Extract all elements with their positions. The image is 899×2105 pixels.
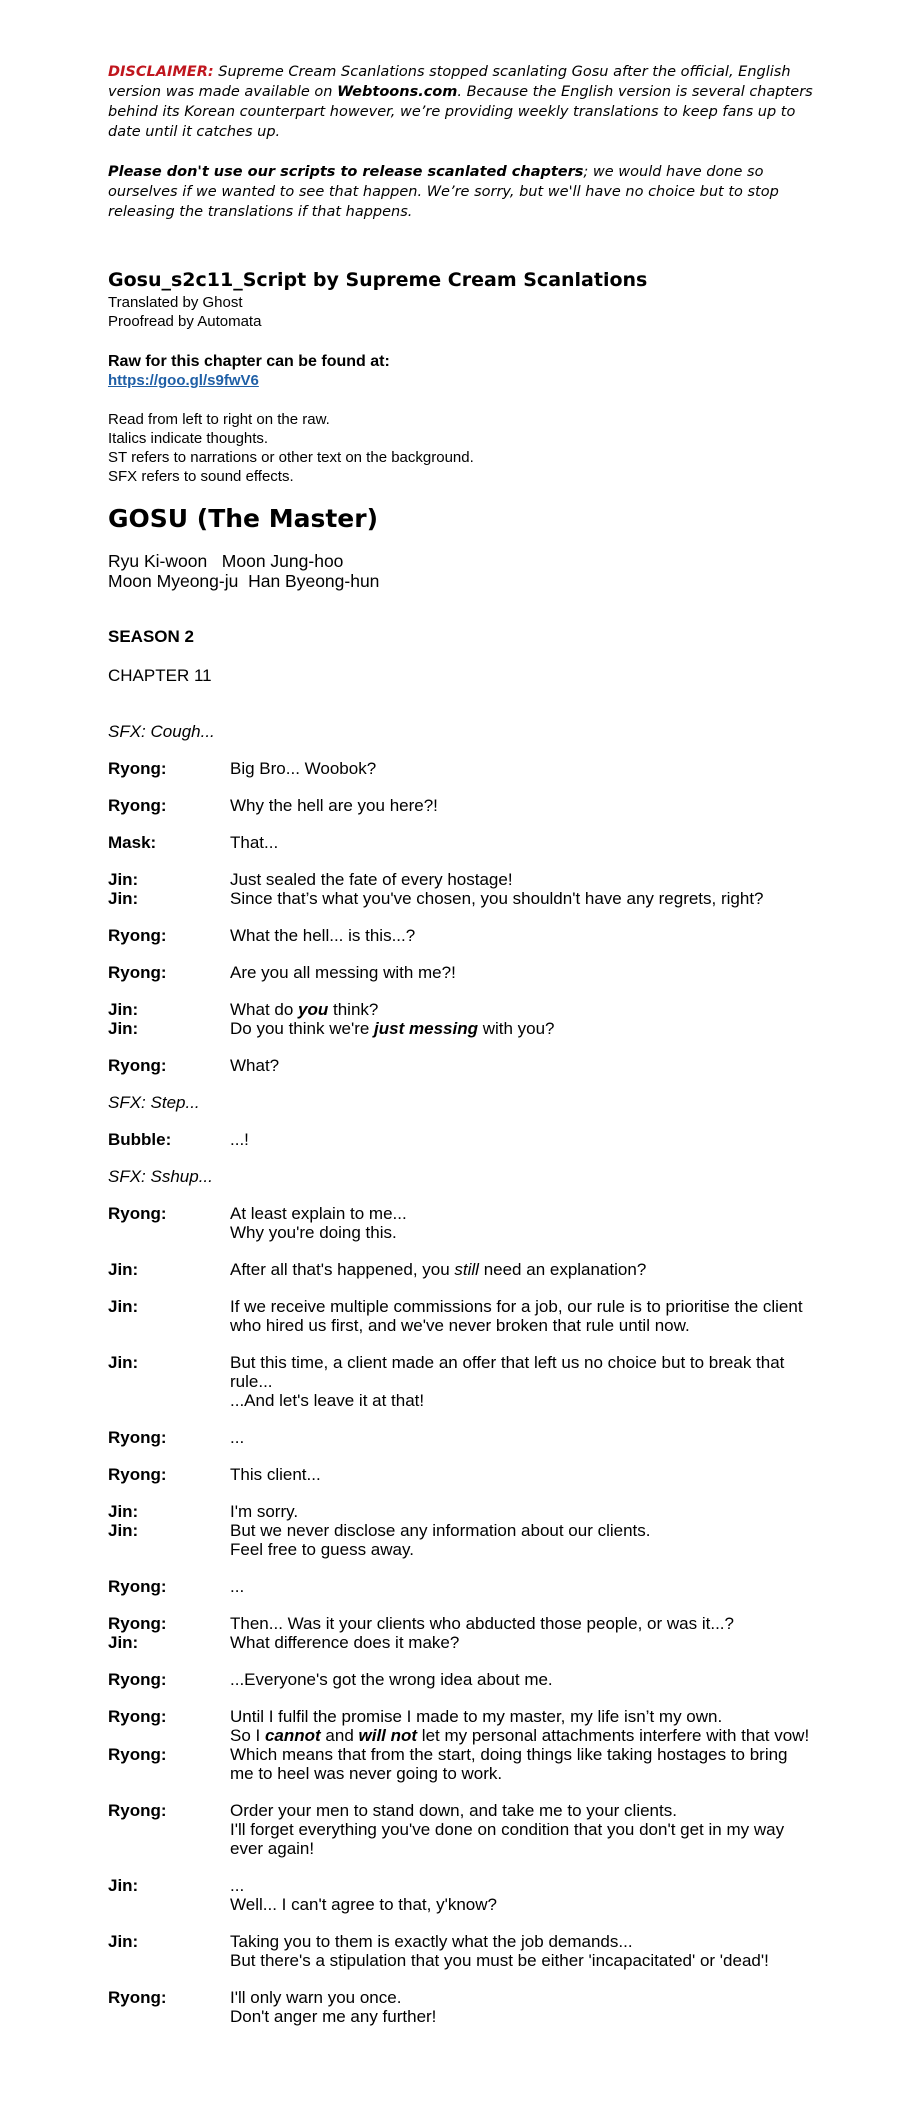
dialogue-text: But this time, a client made an offer that left us no choice but to break that rule... — [230, 1353, 785, 1391]
dialogue-block — [108, 796, 813, 815]
speaker-name: Jin: — [108, 889, 139, 908]
cast-line: Moon Myeong-ju Han Byeong-hun — [108, 571, 380, 591]
dialogue-line — [108, 889, 813, 908]
speaker-name — [108, 1895, 230, 1914]
dialogue-block — [108, 1428, 813, 1447]
dialogue-line — [108, 1707, 813, 1726]
sfx-block — [108, 722, 813, 741]
speaker-name: Ryong: — [108, 926, 167, 945]
dialogue-line — [108, 759, 813, 778]
cast-list — [108, 551, 813, 591]
speaker-name — [108, 1820, 230, 1858]
speaker-name — [108, 1540, 230, 1559]
dialogue-line — [108, 1670, 813, 1689]
dialogue-line — [108, 1000, 813, 1019]
dialogue-text: ... — [230, 1428, 245, 1447]
speaker-name — [108, 1391, 230, 1410]
dialogue-line — [108, 926, 813, 945]
speaker-name: Jin: — [108, 1260, 139, 1279]
raw-link[interactable]: https://goo.gl/s9fwV6 — [108, 372, 259, 389]
disclaimer-warning-paragraph — [108, 162, 813, 222]
script-title: Gosu_s2c11_Script by Supreme Cream Scanlations — [108, 269, 648, 291]
dialogue-block — [108, 1614, 813, 1652]
dialogue-block — [108, 1056, 813, 1075]
dialogue-text: I'll forget everything you've done on condition that you don't get in my way ever again! — [230, 1820, 785, 1858]
dialogue-text: Order your men to stand down, and take me to your clients. — [230, 1801, 677, 1820]
speaker-name — [108, 1726, 230, 1745]
speaker-name: Jin: — [108, 1000, 139, 1019]
dialogue-text: So I cannot and will not let my personal attachments interfere with that vow! — [230, 1726, 810, 1745]
speaker-name: Jin: — [108, 1876, 139, 1895]
dialogue-block — [108, 1932, 813, 1970]
reading-notes — [108, 410, 813, 486]
speaker-name: Ryong: — [108, 1988, 167, 2007]
disclaimer-site: Webtoons.com — [337, 84, 458, 100]
dialogue-block — [108, 1465, 813, 1484]
speaker-name: Ryong: — [108, 1204, 167, 1223]
dialogue-block — [108, 1670, 813, 1689]
series-title: GOSU (The Master) — [108, 504, 379, 533]
dialogue-block — [108, 1204, 813, 1242]
dialogue-block — [108, 870, 813, 908]
dialogue-line — [108, 1502, 813, 1521]
chapter-heading: CHAPTER 11 — [108, 666, 212, 685]
dialogue-line — [108, 1801, 813, 1820]
dialogue-text: ...! — [230, 1130, 249, 1149]
dialogue-line — [108, 1297, 813, 1335]
dialogue-text: This client... — [230, 1465, 321, 1484]
speaker-name: Ryong: — [108, 1577, 167, 1596]
speaker-name: Jin: — [108, 1521, 139, 1540]
dialogue-line — [108, 870, 813, 889]
proofreader-credit: Proofread by Automata — [108, 313, 262, 330]
speaker-name: Jin: — [108, 1502, 139, 1521]
note-line: Italics indicate thoughts. — [108, 430, 269, 447]
dialogue-block — [108, 926, 813, 945]
dialogue-text: What? — [230, 1056, 280, 1075]
disclaimer-text-2: . Because the English version is several chapters behind its Korean counterpart however, we’re providing weekly translations to keep fans up to date until it catches up. — [108, 84, 813, 140]
dialogue-line — [108, 796, 813, 815]
dialogue-text: Big Bro... Woobok? — [230, 759, 377, 778]
document-page — [108, 62, 813, 2044]
dialogue-text: Don't anger me any further! — [230, 2007, 437, 2026]
dialogue-text: After all that's happened, you still need an explanation? — [230, 1260, 647, 1279]
dialogue-block — [108, 1297, 813, 1335]
dialogue-line — [108, 1633, 813, 1652]
dialogue-text: Why you're doing this. — [230, 1223, 397, 1242]
dialogue-block — [108, 759, 813, 778]
dialogue-line — [108, 1726, 813, 1745]
speaker-name: Jin: — [108, 870, 139, 889]
dialogue-text: Are you all messing with me?! — [230, 963, 456, 982]
speaker-name: Ryong: — [108, 1707, 167, 1726]
speaker-name: Jin: — [108, 1297, 139, 1316]
dialogue-line — [108, 963, 813, 982]
season-heading: SEASON 2 — [108, 627, 194, 646]
dialogue-block — [108, 963, 813, 982]
speaker-name: Jin: — [108, 1633, 139, 1652]
emphasis: cannot — [264, 1726, 321, 1745]
dialogue-text: ... — [230, 1876, 245, 1895]
dialogue-line — [108, 1019, 813, 1038]
dialogue-line — [108, 1540, 813, 1559]
sfx-line: SFX: Sshup... — [108, 1167, 213, 1186]
dialogue-line — [108, 1391, 813, 1410]
dialogue-block — [108, 1130, 813, 1149]
dialogue-block — [108, 1000, 813, 1038]
dialogue-text: What the hell... is this...? — [230, 926, 416, 945]
dialogue-block — [108, 1801, 813, 1858]
disclaimer-warning-text: ; we would have done so ourselves if we wanted to see that happen. We’re sorry, but we'll have no choice but to stop releasing the translations if that happens. — [108, 164, 779, 220]
dialogue-text: I'll only warn you once. — [230, 1988, 402, 2007]
dialogue-line — [108, 1876, 813, 1895]
sfx-line: SFX: Step... — [108, 1093, 200, 1112]
speaker-name: Ryong: — [108, 1056, 167, 1075]
speaker-name: Ryong: — [108, 796, 167, 815]
dialogue-block — [108, 1577, 813, 1596]
dialogue-line — [108, 1130, 813, 1149]
dialogue-text: But we never disclose any information about our clients. — [230, 1521, 651, 1540]
dialogue-text: Do you think we're just messing with you? — [230, 1019, 555, 1038]
dialogue-text: If we receive multiple commissions for a job, our rule is to prioritise the client who hired us first, and we've never broken that rule until now. — [230, 1297, 803, 1335]
dialogue-line — [108, 1820, 813, 1858]
speaker-name: Jin: — [108, 1019, 139, 1038]
dialogue-text: ... — [230, 1577, 245, 1596]
speaker-name: Ryong: — [108, 1801, 167, 1820]
dialogue-text: At least explain to me... — [230, 1204, 407, 1223]
dialogue-text: Why the hell are you here?! — [230, 796, 438, 815]
dialogue-block — [108, 833, 813, 852]
emphasis: will not — [358, 1726, 418, 1745]
dialogue-text: What difference does it make? — [230, 1633, 460, 1652]
dialogue-block — [108, 1353, 813, 1410]
speaker-name: Jin: — [108, 1932, 139, 1951]
emphasis: you — [298, 1000, 329, 1019]
dialogue-text: Until I fulfil the promise I made to my master, my life isn’t my own. — [230, 1707, 723, 1726]
note-line: SFX refers to sound effects. — [108, 468, 294, 485]
emphasis: still — [454, 1260, 479, 1279]
speaker-name: Ryong: — [108, 1614, 167, 1633]
dialogue-text: Well... I can't agree to that, y'know? — [230, 1895, 497, 1914]
speaker-name: Jin: — [108, 1353, 139, 1372]
sfx-block — [108, 1167, 813, 1186]
dialogue-line — [108, 1988, 813, 2007]
dialogue-text: Since that’s what you've chosen, you shouldn't have any regrets, right? — [230, 889, 764, 908]
emphasis: just messing — [374, 1019, 478, 1038]
dialogue-text: Just sealed the fate of every hostage! — [230, 870, 513, 889]
speaker-name: Mask: — [108, 833, 157, 852]
dialogue-text: Then... Was it your clients who abducted those people, or was it...? — [230, 1614, 734, 1633]
note-line: Read from left to right on the raw. — [108, 411, 330, 428]
disclaimer-text-1: Supreme Cream Scanlations stopped scanlating Gosu after the official, English version was made available on — [108, 64, 791, 100]
dialogue-text: Which means that from the start, doing things like taking hostages to bring me to heel was never going to work. — [230, 1745, 788, 1783]
dialogue-block — [108, 1260, 813, 1279]
script-body — [108, 722, 813, 2026]
raw-label: Raw for this chapter can be found at: — [108, 353, 390, 370]
dialogue-line — [108, 833, 813, 852]
dialogue-line — [108, 1521, 813, 1540]
dialogue-line — [108, 1056, 813, 1075]
speaker-name: Ryong: — [108, 1465, 167, 1484]
dialogue-text: What do you think? — [230, 1000, 379, 1019]
speaker-name — [108, 2007, 230, 2026]
dialogue-line — [108, 1951, 813, 1970]
dialogue-line — [108, 1745, 813, 1783]
dialogue-line — [108, 1204, 813, 1223]
speaker-name — [108, 1951, 230, 1970]
dialogue-text: But there's a stipulation that you must be either 'incapacitated' or 'dead'! — [230, 1951, 769, 1970]
dialogue-block — [108, 1707, 813, 1783]
dialogue-line — [108, 1223, 813, 1242]
speaker-name — [108, 1223, 230, 1242]
dialogue-line — [108, 1353, 813, 1391]
dialogue-line — [108, 1465, 813, 1484]
speaker-name: Ryong: — [108, 1745, 167, 1764]
disclaimer-label: DISCLAIMER: — [108, 64, 214, 80]
translator-credit: Translated by Ghost — [108, 294, 243, 311]
dialogue-text: ...And let's leave it at that! — [230, 1391, 425, 1410]
sfx-block — [108, 1093, 813, 1112]
dialogue-text: Taking you to them is exactly what the job demands... — [230, 1932, 633, 1951]
note-line: ST refers to narrations or other text on the background. — [108, 449, 474, 466]
dialogue-text: ...Everyone's got the wrong idea about me. — [230, 1670, 553, 1689]
dialogue-line — [108, 2007, 813, 2026]
dialogue-line — [108, 1895, 813, 1914]
dialogue-block — [108, 1502, 813, 1559]
dialogue-line — [108, 1932, 813, 1951]
dialogue-line — [108, 1260, 813, 1279]
dialogue-text: Feel free to guess away. — [230, 1540, 414, 1559]
dialogue-block — [108, 1988, 813, 2026]
speaker-name: Ryong: — [108, 963, 167, 982]
dialogue-line — [108, 1428, 813, 1447]
disclaimer-warning-bold: Please don't use our scripts to release scanlated chapters — [108, 164, 584, 180]
speaker-name: Ryong: — [108, 1670, 167, 1689]
dialogue-line — [108, 1577, 813, 1596]
speaker-name: Bubble: — [108, 1130, 172, 1149]
dialogue-line — [108, 1614, 813, 1633]
dialogue-block — [108, 1876, 813, 1914]
disclaimer-paragraph — [108, 62, 813, 142]
speaker-name: Ryong: — [108, 759, 167, 778]
dialogue-text: That... — [230, 833, 279, 852]
speaker-name: Ryong: — [108, 1428, 167, 1447]
dialogue-text: I'm sorry. — [230, 1502, 299, 1521]
cast-line: Ryu Ki-woon Moon Jung-hoo — [108, 551, 344, 571]
sfx-line: SFX: Cough... — [108, 722, 215, 741]
